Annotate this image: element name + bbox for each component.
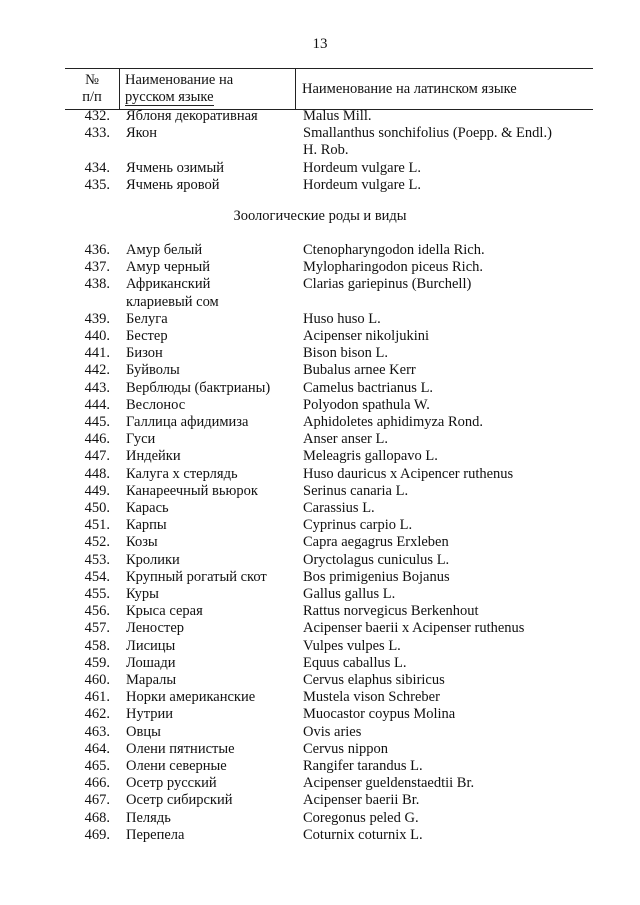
row-number: 466. [84, 775, 110, 792]
page-number: 13 [312, 36, 328, 52]
russian-name: Кролики [126, 551, 180, 568]
russian-name: Крыса серая [126, 603, 203, 620]
header-latin-name: Наименование на латинском языке [302, 81, 517, 97]
russian-name: Леностер [126, 620, 184, 637]
row-number: 461. [84, 689, 110, 706]
row-number: 445. [84, 414, 110, 430]
latin-name: Camelus bactrianus L. [303, 379, 434, 396]
row-number: 464. [84, 740, 110, 757]
latin-name: Acipenser baerii x Acipenser ruthenus [303, 620, 525, 637]
row-number: 453. [84, 551, 110, 568]
russian-name: Амур белый [126, 242, 203, 258]
latin-name: Mustela vison Schreber [303, 689, 440, 706]
row-number: 456. [84, 603, 110, 620]
russian-name: Верблюды (бактрианы) [126, 379, 271, 396]
row-number: 448. [84, 465, 110, 482]
latin-name: Anser anser L. [303, 431, 388, 448]
latin-name: Smallanthus sonchifolius (Poepp. & Endl.) [303, 125, 552, 142]
latin-name: Equus caballus L. [303, 654, 407, 671]
latin-name: Bos primigenius Bojanus [303, 568, 450, 585]
latin-name: Capra aegagrus Erxleben [303, 534, 449, 551]
latin-name: Huso dauricus x Acipencer ruthenus [303, 465, 514, 482]
russian-name: Перепела [126, 826, 185, 843]
row-number: 436. [84, 242, 110, 258]
latin-name: Muocastor coypus Molina [303, 706, 456, 723]
latin-name: Hordeum vulgare L. [303, 159, 421, 176]
latin-name: Hordeum vulgare L. [303, 176, 421, 193]
russian-name: Лошади [126, 654, 176, 671]
table-header [65, 68, 593, 110]
russian-name: Карась [126, 500, 169, 516]
latin-name: Polyodon spathula W. [303, 396, 430, 413]
row-number: 438. [84, 276, 110, 293]
row-number: 446. [84, 431, 110, 448]
row-number: 441. [84, 345, 110, 362]
latin-name: Meleagris gallopavo L. [303, 448, 438, 465]
russian-name: Карпы [126, 517, 167, 534]
russian-name: Якон [126, 125, 157, 142]
row-number: 467. [84, 792, 110, 809]
russian-name: Белуга [126, 310, 168, 327]
row-number: 433. [84, 125, 110, 142]
latin-name: Bubalus arnee Kerr [303, 362, 416, 379]
russian-name: Олени пятнистые [126, 740, 235, 757]
row-number: 451. [84, 517, 110, 534]
row-number: 459. [84, 654, 110, 671]
russian-name: Ячмень яровой [126, 176, 220, 193]
russian-name: Крупный рогатый скот [126, 568, 267, 585]
latin-name: Cyprinus carpio L. [303, 517, 413, 534]
row-number: 432. [84, 108, 110, 124]
row-number: 457. [84, 620, 110, 637]
latin-name: Cervus nippon [303, 740, 388, 757]
row-number: 463. [84, 723, 110, 740]
russian-name: Козы [126, 534, 158, 551]
row-number: 442. [84, 362, 110, 379]
russian-name: Овцы [126, 723, 161, 740]
russian-name: Маралы [126, 672, 177, 688]
latin-name: Oryctolagus cuniculus L. [303, 551, 450, 568]
latin-name-continued: H. Rob. [303, 142, 349, 159]
russian-name: Олени северные [126, 758, 227, 774]
russian-name: Бизон [126, 345, 163, 362]
russian-name: Осетр русский [126, 775, 217, 792]
row-number: 452. [84, 534, 110, 551]
latin-name: Gallus gallus L. [303, 586, 396, 602]
latin-name: Aphidoletes aphidimyza Rond. [303, 414, 484, 430]
russian-name: Осетр сибирский [126, 792, 233, 809]
latin-name: Rattus norvegicus Berkenhout [303, 603, 479, 620]
row-number: 440. [84, 328, 110, 344]
row-number: 434. [84, 159, 110, 176]
russian-name: Калуга х стерлядь [126, 465, 238, 482]
latin-name: Carassius L. [303, 500, 375, 516]
russian-name: Буйволы [126, 362, 180, 379]
latin-name: Coregonus peled G. [303, 809, 419, 826]
latin-name: Serinus canaria L. [303, 482, 409, 499]
header-russian-line1: Наименование на [125, 72, 234, 88]
russian-name: Норки американские [126, 689, 256, 706]
russian-name: Пелядь [126, 809, 171, 826]
russian-name-continued: клариевый сом [126, 293, 219, 310]
latin-name: Mylopharingodon piceus Rich. [303, 259, 484, 276]
row-number: 437. [84, 259, 110, 276]
row-number: 469. [84, 826, 110, 843]
latin-name: Clarias gariepinus (Burchell) [303, 276, 472, 293]
row-number: 454. [84, 568, 110, 585]
russian-name: Гуси [126, 431, 156, 448]
row-number: 443. [84, 379, 110, 396]
russian-name: Амур черный [126, 259, 211, 276]
row-number: 462. [84, 706, 110, 723]
row-number: 450. [84, 500, 110, 516]
row-number: 460. [84, 672, 110, 688]
latin-name: Acipenser nikoljukini [303, 328, 430, 344]
row-number: 439. [84, 310, 110, 327]
latin-name: Ctenopharyngodon idella Rich. [303, 242, 485, 258]
latin-name: Huso huso L. [303, 310, 381, 327]
russian-name: Нутрии [126, 706, 174, 723]
header-number [65, 72, 119, 106]
column-divider [295, 69, 296, 109]
row-number: 435. [84, 176, 110, 193]
row-number: 468. [84, 809, 110, 826]
latin-name: Vulpes vulpes L. [303, 637, 401, 654]
row-number: 449. [84, 482, 110, 499]
russian-name: Индейки [126, 448, 181, 465]
header-number-line2: п/п [82, 89, 102, 105]
russian-name: Яблоня декоративная [126, 108, 258, 124]
header-russian-line2: русском языке [125, 89, 214, 105]
latin-name: Bison bison L. [303, 345, 388, 362]
russian-name: Куры [126, 586, 159, 602]
russian-name: Галлица афидимиза [126, 414, 249, 430]
latin-name: Ovis aries [303, 723, 362, 740]
row-number: 465. [84, 758, 110, 774]
russian-name: Африканский [126, 276, 211, 293]
latin-name: Acipenser baerii Br. [303, 792, 420, 809]
header-number-line1: № [85, 72, 99, 88]
latin-name: Cervus elaphus sibiricus [303, 672, 445, 688]
row-number: 444. [84, 396, 110, 413]
row-number: 447. [84, 448, 110, 465]
russian-name: Бестер [126, 328, 168, 344]
latin-name: Acipenser gueldenstaedtii Br. [303, 775, 475, 792]
russian-name: Лисицы [126, 637, 176, 654]
row-number: 458. [84, 637, 110, 654]
latin-name: Rangifer tarandus L. [303, 758, 423, 774]
russian-name: Веслонос [126, 396, 186, 413]
latin-name: Coturnix coturnix L. [303, 826, 423, 843]
russian-name: Ячмень озимый [126, 159, 224, 176]
section-title: Зоологические роды и виды [233, 208, 407, 224]
latin-name: Malus Mill. [303, 108, 372, 124]
column-divider [119, 69, 120, 109]
russian-name: Канареечный вьюрок [126, 482, 258, 499]
row-number: 455. [84, 586, 110, 602]
header-russian-name [125, 72, 293, 106]
